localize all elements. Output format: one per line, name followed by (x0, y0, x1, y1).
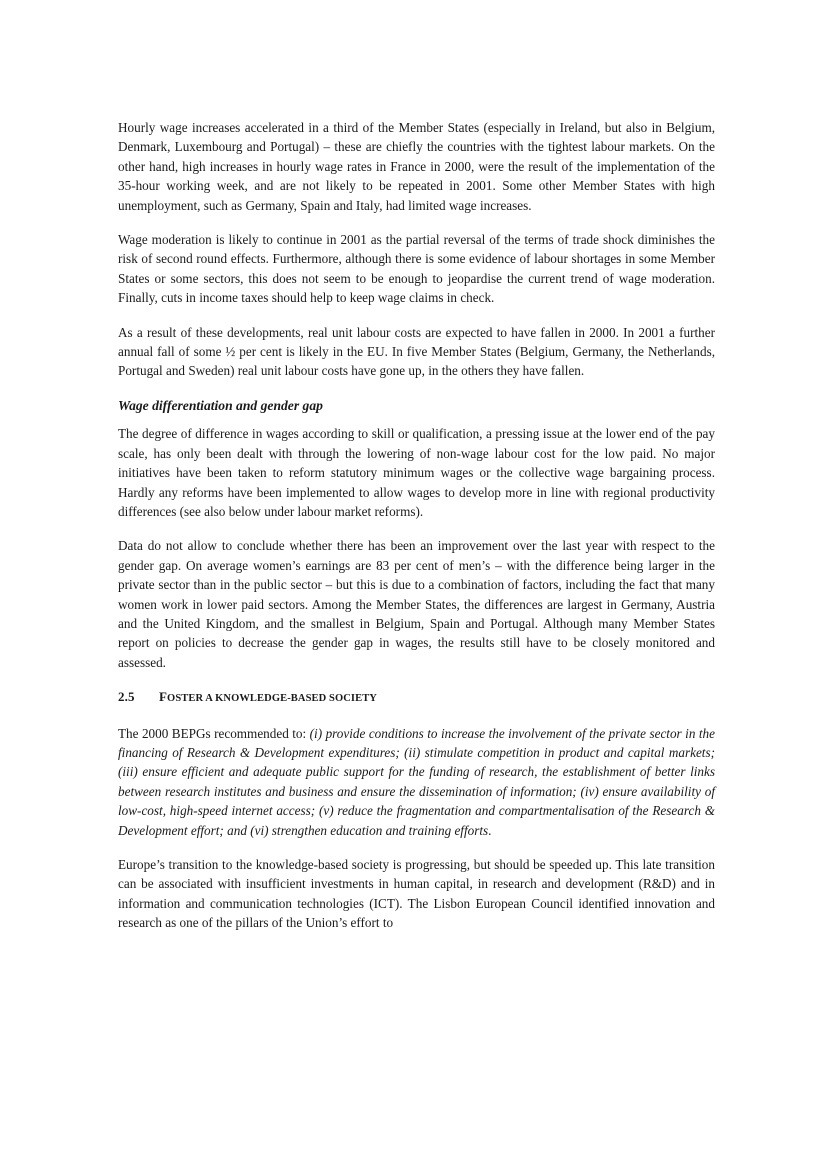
paragraph-unit-labour-costs: As a result of these developments, real unit labour costs are expected to have fallen in 2000. In 2001 a further annual fall of some ½ per cent is likely in the EU. In five Member States (Belgium, Germany, the Netherlands, Portugal and Sweden) real unit labour costs have gone up, in the others they have fallen. (118, 324, 715, 379)
section-number: 2.5 (118, 689, 135, 705)
paragraph-wage-difference: The degree of difference in wages according to skill or qualification, a pressing issue at the lower end of the pay scale, has only been dealt with through the lowering of non-wage labour cost for the low paid. No major initiatives have been taken to reform statutory minimum wages or the collective wage bargaining process. Hardly any reforms have been implemented to allow wages to develop more in line with regional productivity differences (see also below under labour market reforms). (118, 426, 715, 519)
section-title: FOSTER A KNOWLEDGE-BASED SOCIETY (159, 689, 377, 705)
paragraph-knowledge-society: Europe’s transition to the knowledge-based society is progressing, but should be speeded up. This late transition can be associated with insufficient investments in human capital, in research and development (R&D) and in information and communication technologies (ICT). The Lisbon European Council identified innovation and research as one of the pillars of the Union’s effort to (118, 857, 715, 931)
paragraph-bepg-recommendations: The 2000 BEPGs recommended to: (i) provide conditions to increase the involvement of the private sector in the financing of Research & Development expenditures; (ii) stimulate competition in product and capital markets; (iii) ensure efficient and adequate public support for the funding of research, the establishment of better links between research institutes and business and ensure the dissemination of information; (iv) ensure availability of low-cost, high-speed internet access; (v) reduce the fragmentation and compartmentalisation of the Research & Development effort; and (vi) strengthen education and training efforts. (118, 725, 715, 838)
paragraph-hourly-wages: Hourly wage increases accelerated in a third of the Member States (especially in Ireland, but also in Belgium, Denmark, Luxembourg and Portugal) – these are chiefly the countries with the tightest labour markets. On the other hand, high increases in hourly wage rates in France in 2000, were the result of the implementation of the 35-hour working week, and are not likely to be repeated in 2001. Some other Member States with high unemployment, such as Germany, Spain and Italy, had limited wage increases. (118, 120, 715, 213)
section-heading (118, 687, 715, 708)
paragraph-wage-moderation: Wage moderation is likely to continue in 2001 as the partial reversal of the terms of trade shock diminishes the risk of second round effects. Furthermore, although there is some evidence of labour shortages in some Member States or some sectors, this does not seem to be enough to jeopardise the current trend of wage moderation. Finally, cuts in income taxes should help to keep wage claims in check. (118, 232, 715, 306)
document-page (118, 118, 715, 948)
paragraph-gender-gap: Data do not allow to conclude whether there has been an improvement over the last year with respect to the gender gap. On average women’s earnings are 83 per cent of men’s – with the difference being larger in the private sector than in the public sector – but this is due to a combination of factors, including the fact that many women work in lower paid sectors. Among the Member States, the differences are largest in Germany, Austria and the United Kingdom, and the smallest in Belgium, Spain and Portugal. Although many Member States report on policies to decrease the gender gap in wages, the results still have to be closely monitored and assessed. (118, 538, 715, 670)
subheading-wage-differentiation: Wage differentiation and gender gap (118, 397, 323, 413)
